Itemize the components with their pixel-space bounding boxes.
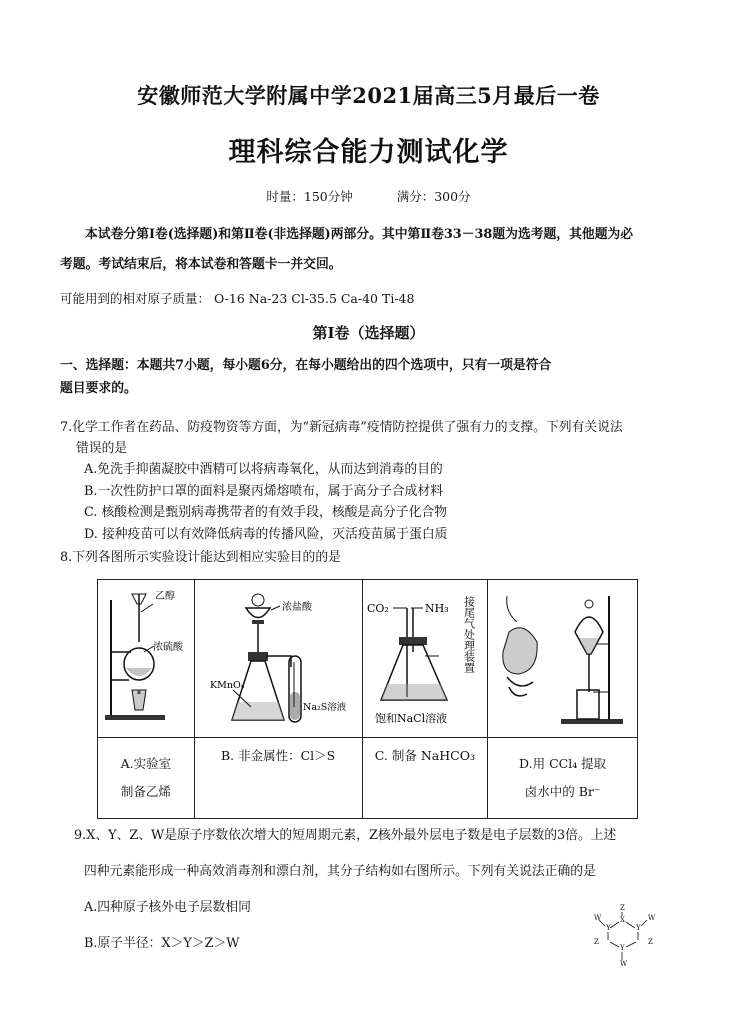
intro-paragraph — [60, 220, 682, 280]
time-limit: 时量：150分钟 — [266, 189, 353, 204]
exam-meta — [0, 187, 737, 205]
molecular-structure-figure — [586, 898, 662, 970]
label-ethanol: 乙醇 — [154, 591, 175, 602]
label-conc-sulfuric: 浓硫酸 — [152, 642, 183, 653]
caption-a: A.实验室 制备乙烯 — [98, 738, 195, 819]
figure-d-cell — [488, 580, 638, 738]
q7-option-b: B.一次性防护口罩的面料是聚丙烯熔喷布，属于高分子合成材料 — [84, 483, 443, 499]
svg-text:Z: Z — [594, 938, 599, 946]
label-kmno4: KMnO₄ — [209, 680, 245, 691]
q7-stem-line-2: 错误的是 — [76, 441, 128, 456]
q7-stem-line-1: 7.化学工作者在药品、防疫物资等方面，为“新冠病毒”疫情防控提供了强有力的支撑。下列有关说法 — [60, 420, 623, 435]
section-instr-line-2: 题目要求的。 — [60, 381, 137, 396]
school-title: 安徽师范大学附属中学2021届高三5月最后一卷 — [137, 83, 600, 108]
label-tail-gas: 接尾气处理装置 — [462, 596, 476, 673]
svg-text:Y: Y — [636, 924, 641, 932]
q9-stem-line-1: 9.X、Y、Z、W是原子序数依次增大的短周期元素，Z核外最外层电子数是电子层数的3倍。上述 — [74, 828, 617, 843]
question-7-stem — [60, 417, 685, 459]
svg-text:Y: Y — [620, 944, 625, 952]
intro-line-2: 考题。考试结束后，将本试卷和答题卡一并交回。 — [60, 257, 342, 272]
intro-line-1: 本试卷分第Ⅰ卷(选择题)和第Ⅱ卷(非选择题)两部分。其中第Ⅱ卷33－38题为选考题，其他题为必 — [85, 227, 634, 242]
chlorine-apparatus-figure — [196, 582, 361, 732]
figure-b-cell — [194, 580, 362, 738]
q9-stem-line-2: 四种元素能形成一种高效消毒剂和漂白剂，其分子结构如右图所示。下列有关说法正确的是 — [84, 864, 596, 879]
question-8-stem: 8.下列各图所示实验设计能达到相应实验目的的是 — [60, 550, 341, 565]
svg-text:Z: Z — [620, 904, 625, 912]
svg-text:W: W — [594, 914, 602, 922]
ethylene-apparatus-figure — [99, 582, 193, 732]
label-na2s: Na₂S溶液 — [302, 702, 346, 713]
section-instructions — [60, 354, 682, 400]
caption-c: C. 制备 NaHCO₃ — [362, 738, 488, 819]
experiment-table — [97, 579, 638, 819]
full-score: 满分：300分 — [396, 189, 471, 204]
svg-text:Z: Z — [648, 938, 653, 946]
q7-option-d: D. 接种疫苗可以有效降低病毒的传播风险，灭活疫苗属于蛋白质 — [84, 526, 448, 542]
q7-option-c: C. 核酸检测是甄别病毒携带者的有效手段，核酸是高分子化合物 — [84, 505, 447, 520]
svg-text:X: X — [620, 916, 625, 924]
nahco3-apparatus-figure — [363, 582, 486, 732]
atomic-mass-line: 可能用到的相对原子质量： O-16 Na-23 Cl-35.5 Ca-40 Ti-48 — [60, 291, 415, 306]
label-conc-hcl: 浓盐酸 — [281, 602, 312, 613]
label-nh3: NH₃ — [425, 602, 450, 615]
svg-text:W: W — [648, 914, 656, 922]
question-9-options — [84, 890, 251, 962]
question-7-options — [84, 459, 447, 545]
extraction-apparatus-figure — [489, 582, 636, 732]
label-nacl-solution: 饱和NaCl溶液 — [375, 712, 448, 725]
svg-text:Y: Y — [606, 924, 611, 932]
section-instr-line-1: 一、选择题：本题共7小题，每小题6分，在每小题给出的四个选项中，只有一项是符合 — [60, 358, 552, 373]
svg-text:W: W — [620, 960, 628, 968]
exam-title: 理科综合能力测试化学 — [228, 137, 509, 168]
label-co2: CO₂ — [367, 602, 390, 615]
question-9-stem — [74, 818, 694, 890]
figure-a-cell — [98, 580, 195, 738]
q9-option-a: A.四种原子核外电子层数相同 — [84, 900, 251, 915]
q7-option-a: A.免洗手抑菌凝胶中酒精可以将病毒氧化，从而达到消毒的目的 — [84, 462, 443, 477]
caption-d: D.用 CCl₄ 提取 卤水中的 Br⁻ — [488, 738, 638, 819]
section-title: 第Ⅰ卷（选择题） — [312, 324, 425, 342]
q9-option-b: B.原子半径：X＞Y＞Z＞W — [84, 936, 240, 951]
figure-c-cell — [362, 580, 488, 738]
caption-b: B. 非金属性：Cl＞S — [194, 738, 362, 819]
